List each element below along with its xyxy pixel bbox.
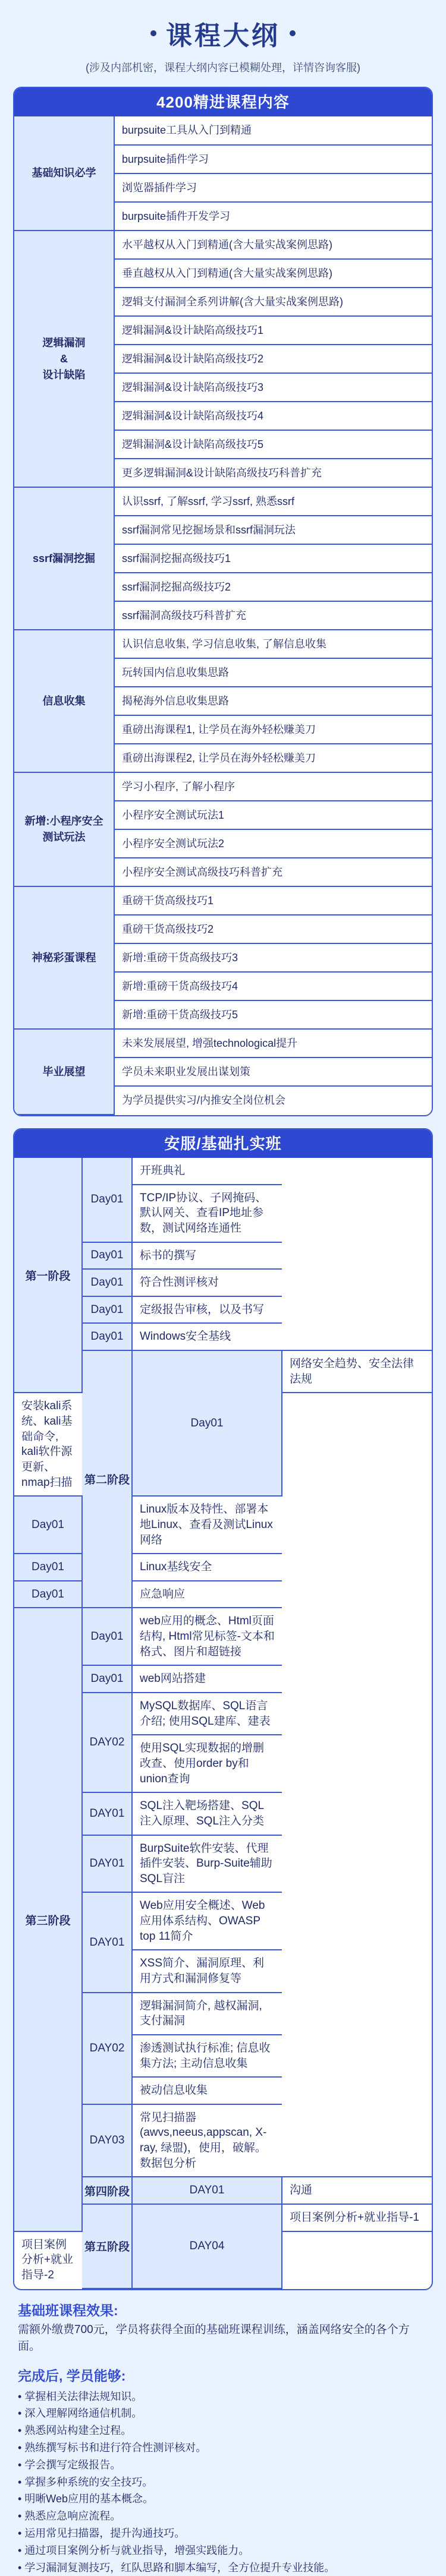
day-cell: DAY01	[132, 2177, 282, 2204]
lesson-cell: web网站搭建	[132, 1665, 282, 1693]
day-cell: Day01	[82, 1269, 132, 1296]
advanced-course-table	[14, 116, 432, 1115]
category-cell: ssrf漏洞挖掘	[14, 487, 114, 630]
lesson-cell: burpsuite工具从入门到精通	[114, 116, 432, 145]
day-cell: Day01	[82, 1242, 132, 1270]
lesson-cell: 逻辑支付漏洞全系列讲解(含大量实战案例思路)	[114, 288, 432, 316]
page-subtitle: (涉及内部机密，课程大纲内容已模糊处理，详情咨询客服)	[86, 62, 360, 74]
course-effect-section	[13, 2290, 433, 2576]
day-cell: DAY04	[132, 2204, 282, 2288]
day-cell: DAY02	[82, 1993, 132, 2104]
lesson-cell: 认识ssrf, 了解ssrf, 学习ssrf, 熟悉ssrf	[114, 487, 432, 516]
lesson-cell: 认识信息收集, 学习信息收集, 了解信息收集	[114, 630, 432, 658]
table-row	[14, 886, 432, 915]
lesson-cell: 学习小程序, 了解小程序	[114, 772, 432, 801]
lesson-cell: XSS简介、漏洞原理、利用方式和漏洞修复等	[132, 1950, 282, 1992]
page-title	[150, 14, 296, 52]
lesson-cell: 重磅干货高级技巧2	[114, 915, 432, 943]
lesson-cell: 逻辑漏洞&设计缺陷高级技巧1	[114, 316, 432, 345]
day-cell: DAY02	[82, 1693, 132, 1792]
lesson-cell: burpsuite插件开发学习	[114, 202, 432, 231]
lesson-cell: 学员未来职业发展出谋划策	[114, 1057, 432, 1086]
lesson-cell: Web应用安全概述、Web应用体系结构、OWASP top 11简介	[132, 1892, 282, 1950]
lesson-cell: 未来发展展望, 增强technological提升	[114, 1029, 432, 1057]
lesson-cell: 玩转国内信息收集思路	[114, 658, 432, 687]
lesson-cell: 重磅干货高级技巧1	[114, 886, 432, 915]
lesson-cell: 重磅出海课程2, 让学员在海外轻松赚美刀	[114, 744, 432, 772]
lesson-cell: 逻辑漏洞&设计缺陷高级技巧2	[114, 345, 432, 373]
category-cell: 信息收集	[14, 630, 114, 772]
table-row	[14, 1608, 432, 1665]
effect-text: 需额外缴费700元，学员将获得全面的基础班课程训练，涵盖网络安全的各个方面。	[18, 2323, 410, 2353]
header	[13, 11, 433, 75]
lesson-cell: 使用SQL实现数据的增删改查、使用order by和union查询	[132, 1735, 282, 1792]
table-row	[14, 116, 432, 145]
category-cell: 神秘彩蛋课程	[14, 886, 114, 1029]
list-item: • 学会撰写定级报告。	[18, 2457, 428, 2474]
day-cell: Day01	[14, 1581, 82, 1608]
lesson-cell: 常见扫描器 (awvs,neeus,appscan, X-ray, 绿盟)，使用，破解。数据包分析	[132, 2104, 282, 2177]
list-item: • 通过项目案例分析与就业指导，增强实践能力。	[18, 2542, 428, 2559]
category-cell: 毕业展望	[14, 1029, 114, 1115]
lesson-cell: 逻辑漏洞&设计缺陷高级技巧5	[114, 430, 432, 459]
lesson-cell: ssrf漏洞挖掘高级技巧2	[114, 573, 432, 601]
category-cell: 基础知识必学	[14, 116, 114, 231]
list-item: • 深入理解网络通信机制。	[18, 2405, 428, 2422]
stage-cell: 第二阶段	[82, 1350, 132, 1608]
abilities-title: 完成后, 学员能够:	[18, 2367, 126, 2384]
list-item: • 熟悉网站构建全过程。	[18, 2422, 428, 2439]
stage-cell: 第五阶段	[82, 2204, 132, 2288]
lesson-cell: 被动信息收集	[132, 2077, 282, 2104]
list-item: • 掌握相关法律法规知识。	[18, 2388, 428, 2405]
lesson-cell: ssrf漏洞常见挖掘场景和ssrf漏洞玩法	[114, 516, 432, 544]
lesson-cell: 新增:重磅干货高级技巧5	[114, 1000, 432, 1029]
lesson-cell: 重磅出海课程1, 让学员在海外轻松赚美刀	[114, 715, 432, 744]
day-cell: Day01	[82, 1323, 132, 1350]
day-cell: Day01	[82, 1296, 132, 1324]
lesson-cell: 逻辑漏洞&设计缺陷高级技巧4	[114, 402, 432, 430]
day-cell: Day01	[82, 1158, 132, 1242]
table-row	[14, 231, 432, 259]
lesson-cell: BurpSuite软件安装、代理插件安装、Burp-Suite辅助SQL盲注	[132, 1835, 282, 1893]
abilities-list	[18, 2388, 428, 2576]
lesson-cell: ssrf漏洞高级技巧科普扩充	[114, 601, 432, 630]
lesson-cell: 揭秘海外信息收集思路	[114, 687, 432, 715]
lesson-cell: 项目案例分析+就业指导-1	[282, 2204, 432, 2231]
lesson-cell: 渗透测试执行标准; 信息收集方法; 主动信息收集	[132, 2035, 282, 2077]
table-row	[14, 1158, 432, 1185]
stage-cell: 第一阶段	[14, 1158, 82, 1393]
list-item: • 熟练撰写标书和进行符合性测评核对。	[18, 2439, 428, 2457]
lesson-cell: ssrf漏洞挖掘高级技巧1	[114, 544, 432, 573]
day-cell: DAY03	[82, 2104, 132, 2177]
day-cell: Day01	[14, 1554, 82, 1581]
lesson-cell: 定级报告审核，以及书写	[132, 1296, 282, 1324]
category-cell: 新增:小程序安全 测试玩法	[14, 772, 114, 886]
lesson-cell: Linux基线安全	[132, 1554, 282, 1581]
title-dot-left	[150, 30, 156, 36]
lesson-cell: 浏览器插件学习	[114, 173, 432, 202]
lesson-cell: 应急响应	[132, 1581, 282, 1608]
advanced-course-card	[13, 87, 433, 1116]
lesson-cell: 开班典礼	[132, 1158, 282, 1185]
table-row	[14, 1029, 432, 1057]
table-row	[14, 487, 432, 516]
basic-course-table	[14, 1158, 432, 2289]
day-cell: Day01	[82, 1665, 132, 1693]
lesson-cell: burpsuite插件学习	[114, 145, 432, 173]
stage-cell: 第三阶段	[14, 1608, 82, 2231]
lesson-cell: 更多逻辑漏洞&设计缺陷高级技巧科普扩充	[114, 459, 432, 487]
lesson-cell: 网络安全趋势、安全法律法规	[282, 1350, 432, 1393]
lesson-cell: MySQL数据库、SQL语言介绍; 使用SQL建库、建表	[132, 1693, 282, 1735]
day-cell: Day01	[132, 1350, 282, 1496]
list-item: • 明晰Web应用的基本概念。	[18, 2490, 428, 2508]
lesson-cell: 逻辑漏洞简介, 越权漏洞, 支付漏洞	[132, 1993, 282, 2035]
day-cell: DAY01	[82, 1792, 132, 1835]
advanced-course-title: 4200精进课程内容	[14, 88, 432, 116]
lesson-cell: 小程序安全测试玩法1	[114, 801, 432, 829]
lesson-cell: 标书的撰写	[132, 1242, 282, 1270]
basic-course-title: 安服/基础扎实班	[14, 1129, 432, 1158]
table-row	[14, 1554, 432, 1581]
table-row	[14, 1581, 432, 1608]
effect-title: 基础班课程效果:	[18, 2302, 118, 2318]
list-item: • 运用常见扫描器，提升沟通技巧。	[18, 2525, 428, 2542]
lesson-cell: SQL注入靶场搭建、SQL注入原理、SQL注入分类	[132, 1792, 282, 1835]
day-cell: Day01	[14, 1496, 82, 1554]
page-title-text: 课程大纲	[166, 21, 280, 50]
lesson-cell: 垂直越权从入门到精通(含大量实战案例思路)	[114, 259, 432, 288]
day-cell: Day01	[82, 1608, 132, 1665]
day-cell: DAY01	[82, 1892, 132, 1992]
lesson-cell: web应用的概念、Html页面结构, Html常见标签-文本和格式、图片和超链接	[132, 1608, 282, 1665]
lesson-cell: 为学员提供实习/内推安全岗位机会	[114, 1086, 432, 1115]
lesson-cell: 水平越权从入门到精通(含大量实战案例思路)	[114, 231, 432, 259]
lesson-cell: 小程序安全测试玩法2	[114, 829, 432, 858]
lesson-cell: Linux版本及特性、部署本地Linux、查看及测试Linux网络	[132, 1496, 282, 1554]
lesson-cell: TCP/IP协议、子网掩码、默认网关、查看IP地址参数，测试网络连通性	[132, 1185, 282, 1242]
title-dot-right	[290, 30, 296, 36]
lesson-cell: 新增:重磅干货高级技巧4	[114, 972, 432, 1000]
list-item: • 掌握多种系统的安全技巧。	[18, 2474, 428, 2491]
lesson-cell: 沟通	[282, 2177, 432, 2204]
table-row	[14, 630, 432, 658]
table-row	[14, 772, 432, 801]
lesson-cell: 符合性测评核对	[132, 1269, 282, 1296]
lesson-cell: 小程序安全测试高级技巧科普扩充	[114, 858, 432, 886]
day-cell: DAY01	[82, 1835, 132, 1893]
stage-cell: 第四阶段	[82, 2177, 132, 2204]
basic-course-card	[13, 1128, 433, 2290]
category-cell: 逻辑漏洞 & 设计缺陷	[14, 231, 114, 487]
lesson-cell: Windows安全基线	[132, 1323, 282, 1350]
lesson-cell: 项目案例分析+就业指导-2	[14, 2231, 82, 2288]
lesson-cell: 安装kali系统、kali基础命令, kali软件源更新、nmap扫描	[14, 1393, 82, 1496]
table-row	[14, 1496, 432, 1554]
list-item: • 学习漏洞复测技巧，红队思路和脚本编写，全方位提升专业技能。	[18, 2559, 428, 2576]
list-item: • 熟悉应急响应流程。	[18, 2508, 428, 2525]
lesson-cell: 新增:重磅干货高级技巧3	[114, 943, 432, 972]
lesson-cell: 逻辑漏洞&设计缺陷高级技巧3	[114, 373, 432, 402]
